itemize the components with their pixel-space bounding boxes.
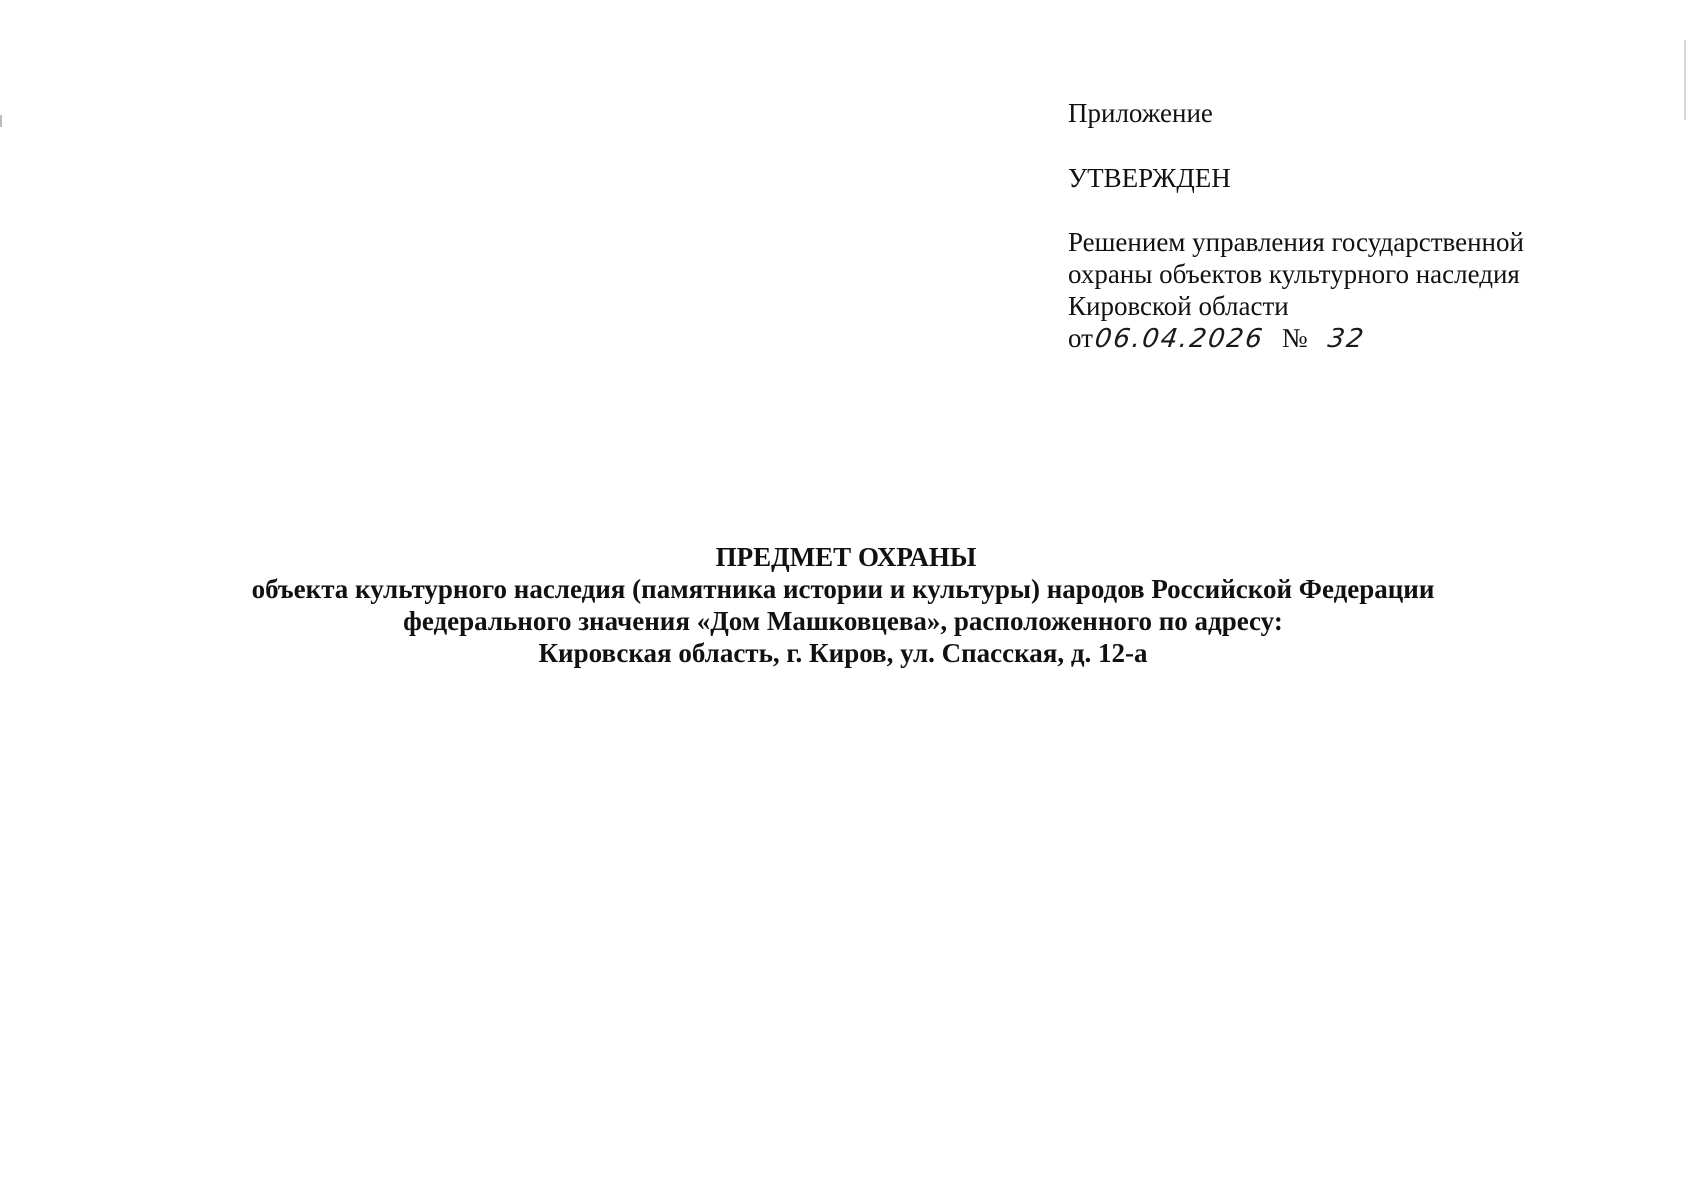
title-line-1: объекта культурного наследия (памятника истории и культуры) народов Российской Федерации — [251, 574, 1435, 604]
approved-label: УТВЕРЖДЕН — [1068, 163, 1231, 193]
title-line-3: Кировская область, г. Киров, ул. Спасская, д. 12-а — [538, 638, 1148, 668]
date-prefix: от — [1068, 323, 1093, 353]
decision-line-3: Кировской области — [1068, 291, 1289, 321]
handwritten-date: 06.04.2026 — [1092, 324, 1266, 354]
decision-text — [1068, 226, 1628, 322]
decision-line-1: Решением управления государственной — [1068, 227, 1524, 257]
number-sign: № — [1281, 323, 1308, 353]
appendix-label: Приложение — [1068, 98, 1213, 128]
handwritten-number: 32 — [1325, 324, 1367, 354]
approval-block — [1068, 97, 1628, 355]
date-number-line — [1068, 322, 1628, 355]
scan-edge-mark — [0, 115, 2, 127]
document-heading: ПРЕДМЕТ ОХРАНЫ — [715, 542, 977, 572]
document-title-block — [0, 541, 1686, 669]
title-line-2: федерального значения «Дом Машковцева», расположенного по адресу: — [403, 606, 1283, 636]
decision-line-2: охраны объектов культурного наследия — [1068, 259, 1520, 289]
